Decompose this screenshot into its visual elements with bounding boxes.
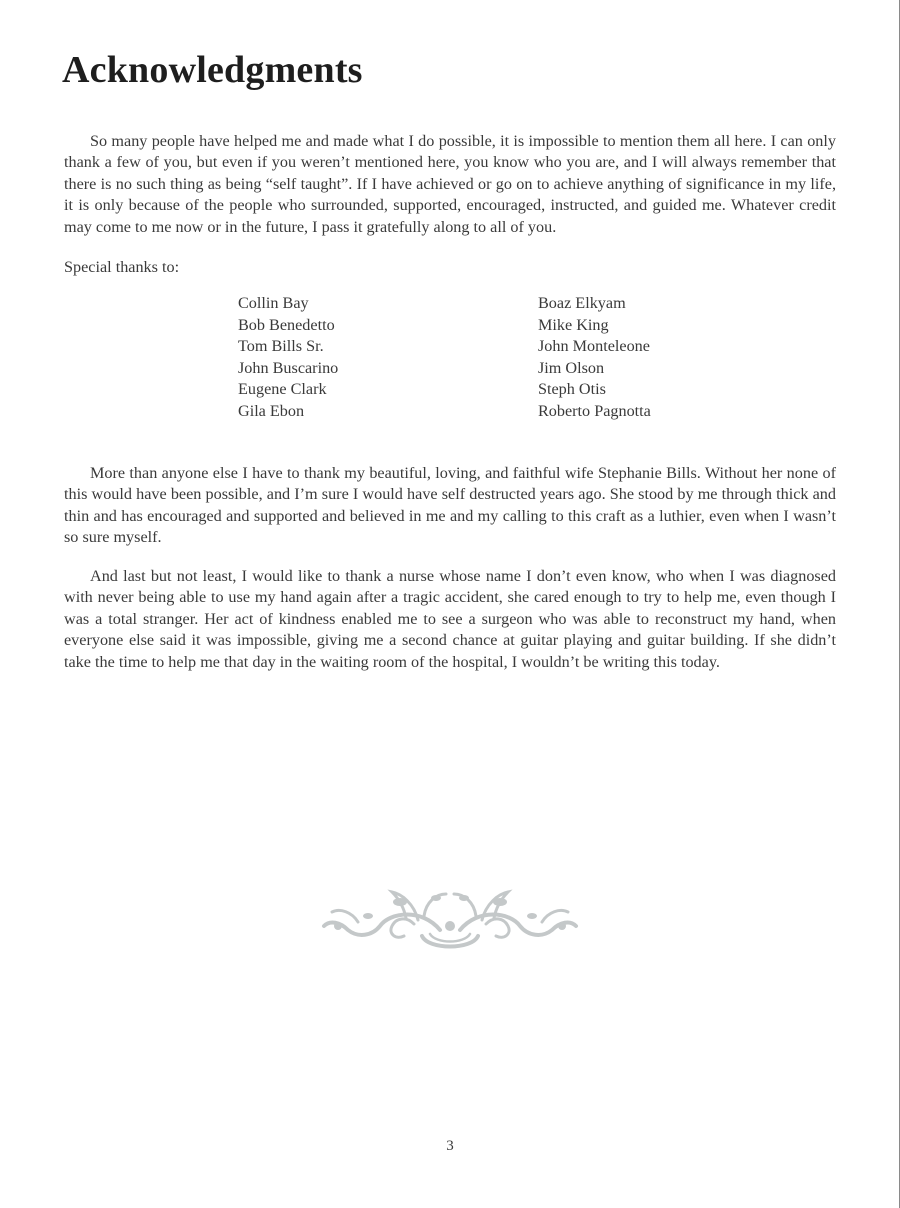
intro-paragraph: So many people have helped me and made what I do possible, it is impossible to mention them all here. I can only thank a few of you, but even if you weren’t mentioned here, you know who you are, and I will always remember that there is no such thing as being “self taught”. If I have achieved or go on to achieve anything of significance in my life, it is only because of the people who surrounded, supported, encouraged, instructed, and guided me. Whatever credit may come to me now or in the future, I pass it gratefully along to all of you. <box>64 132 836 236</box>
special-thanks-label: Special thanks to: <box>64 258 180 276</box>
name-item: Eugene Clark <box>238 380 327 398</box>
name-item: Jim Olson <box>538 358 605 377</box>
name-item: Steph Otis <box>538 380 606 398</box>
name-item: Tom Bills Sr. <box>238 337 324 355</box>
page-number: 3 <box>446 1138 454 1154</box>
floral-scroll-ornament-icon <box>318 886 582 956</box>
name-item: Mike King <box>538 315 609 334</box>
names-list-right <box>538 293 651 422</box>
name-item: Boaz Elkyam <box>538 294 626 312</box>
name-item: Collin Bay <box>238 294 309 312</box>
nurse-paragraph: And last but not least, I would like to thank a nurse whose name I don’t even know, who when I was diagnosed with never being able to use my hand again after a tragic accident, she cared enough to try to help me, even though I was a total stranger. Her act of kindness enabled me to see a surgeon who was able to reconstruct my hand, when everyone else said it was impossible, giving me a second chance at guitar playing and guitar building. If she didn’t take the time to help me that day in the waiting room of the hospital, I wouldn’t be writing this today. <box>64 567 836 671</box>
name-item: John Monteleone <box>538 337 650 355</box>
name-item: Gila Ebon <box>238 401 305 420</box>
name-item: Roberto Pagnotta <box>538 401 651 420</box>
name-item: John Buscarino <box>238 358 339 377</box>
names-list-left <box>238 293 338 422</box>
page-title: Acknowledgments <box>62 49 363 91</box>
name-item: Bob Benedetto <box>238 315 335 334</box>
wife-paragraph: More than anyone else I have to thank my beautiful, loving, and faithful wife Stephanie Bills. Without her none of this would have been possible, and I’m sure I would have self destructed years ago. She stood by me through thick and thin and has encouraged and supported and believed in me and my calling to this craft as a luthier, even when I wasn’t so sure myself. <box>64 464 836 547</box>
